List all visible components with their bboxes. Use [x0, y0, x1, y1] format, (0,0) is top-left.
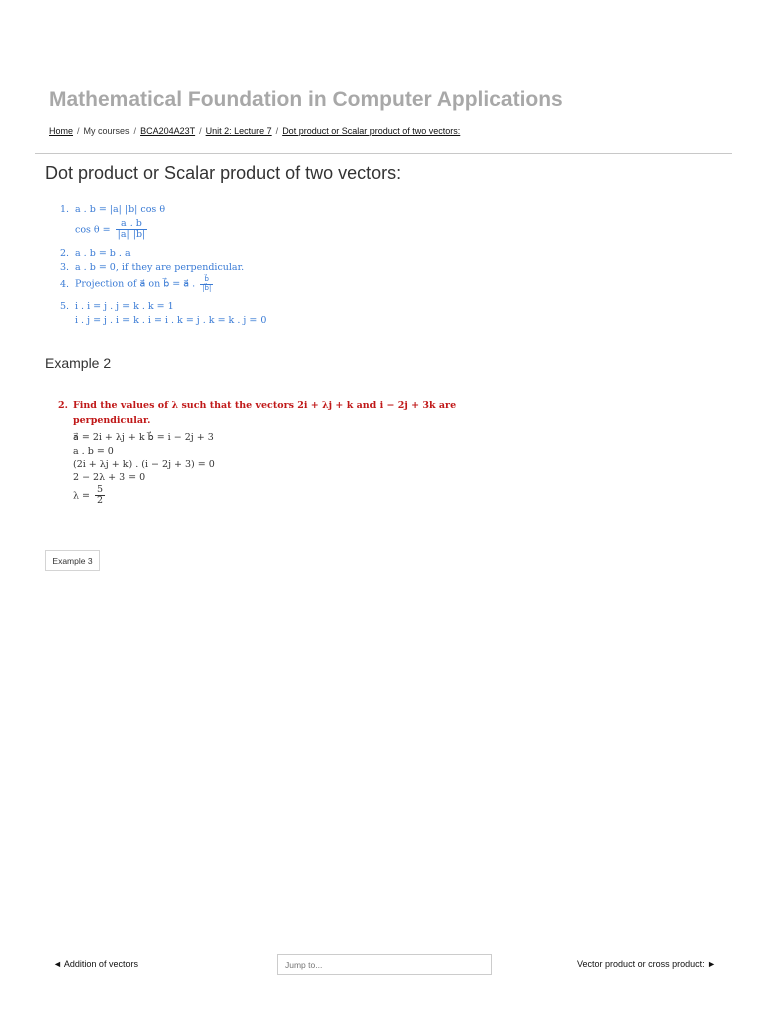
- course-title: Mathematical Foundation in Computer Applications: [49, 88, 563, 111]
- breadcrumb-unit[interactable]: Unit 2: Lecture 7: [205, 126, 272, 136]
- formula-cos-theta: cos θ = $\frac{a . b}{|a| |b|}$: [75, 218, 146, 241]
- formula-item-2: 2. a . b = b . a: [60, 248, 131, 259]
- example-2-question: 2. Find the values of λ such that the vectors 2i + λj + k and i − 2j + 3k are: [58, 400, 457, 411]
- formula-item-3: 3. a . b = 0, if they are perpendicular.: [60, 262, 245, 273]
- example-2-question-cont: perpendicular.: [73, 415, 151, 426]
- breadcrumb-separator: /: [133, 126, 137, 136]
- previous-activity-link[interactable]: ◄ Addition of vectors: [53, 959, 138, 969]
- page-title: Dot product or Scalar product of two vectors:: [45, 163, 402, 183]
- breadcrumb-home[interactable]: Home: [49, 126, 74, 136]
- breadcrumb-current-page[interactable]: Dot product or Scalar product of two vectors:: [282, 126, 461, 136]
- lambda-fraction: $\frac{5}{2}$: [97, 484, 104, 507]
- example-3-button[interactable]: Example 3: [45, 550, 100, 571]
- formula-item-5: 5. i . i = j . j = k . k = 1: [60, 301, 174, 312]
- example-2-line-1: a⃗ = 2i + λj + k b⃗ = i − 2j + 3: [73, 432, 214, 443]
- formula-item-4: 4. Projection of a⃗ on b⃗ = a⃗ . $\frac{b⃗}{|b⃗|}$: [60, 275, 212, 292]
- breadcrumb-separator: /: [77, 126, 80, 136]
- breadcrumb-course[interactable]: BCA204A23T: [140, 126, 196, 136]
- projection-fraction: $\frac{b⃗}{|b⃗|}$: [202, 275, 212, 292]
- formula-item-1: 1. a . b = |a| |b| cos θ: [60, 204, 166, 215]
- example-2-line-4: 2 − 2λ + 3 = 0: [73, 472, 146, 483]
- formula-item-5b: i . j = j . i = k . i = i . k = j . k = k . j = 0: [75, 315, 267, 326]
- example-2-line-3: (2i + λj + k) . (i − 2j + 3) = 0: [73, 459, 215, 470]
- next-activity-link[interactable]: Vector product or cross product: ►: [577, 959, 716, 969]
- example-2-line-5: λ = $\frac{5}{2}$: [73, 484, 104, 507]
- example-2-line-2: a . b = 0: [73, 446, 114, 457]
- header-divider: [35, 153, 732, 154]
- breadcrumb-separator: /: [275, 126, 279, 136]
- breadcrumb-my-courses: My courses: [83, 126, 130, 136]
- breadcrumb: [49, 126, 460, 136]
- breadcrumb-separator: /: [199, 126, 202, 136]
- example-2-heading: Example 2: [45, 355, 112, 371]
- cos-theta-fraction: $\frac{a . b}{|a| |b|}$: [117, 218, 146, 241]
- jump-to-select[interactable]: [277, 954, 492, 975]
